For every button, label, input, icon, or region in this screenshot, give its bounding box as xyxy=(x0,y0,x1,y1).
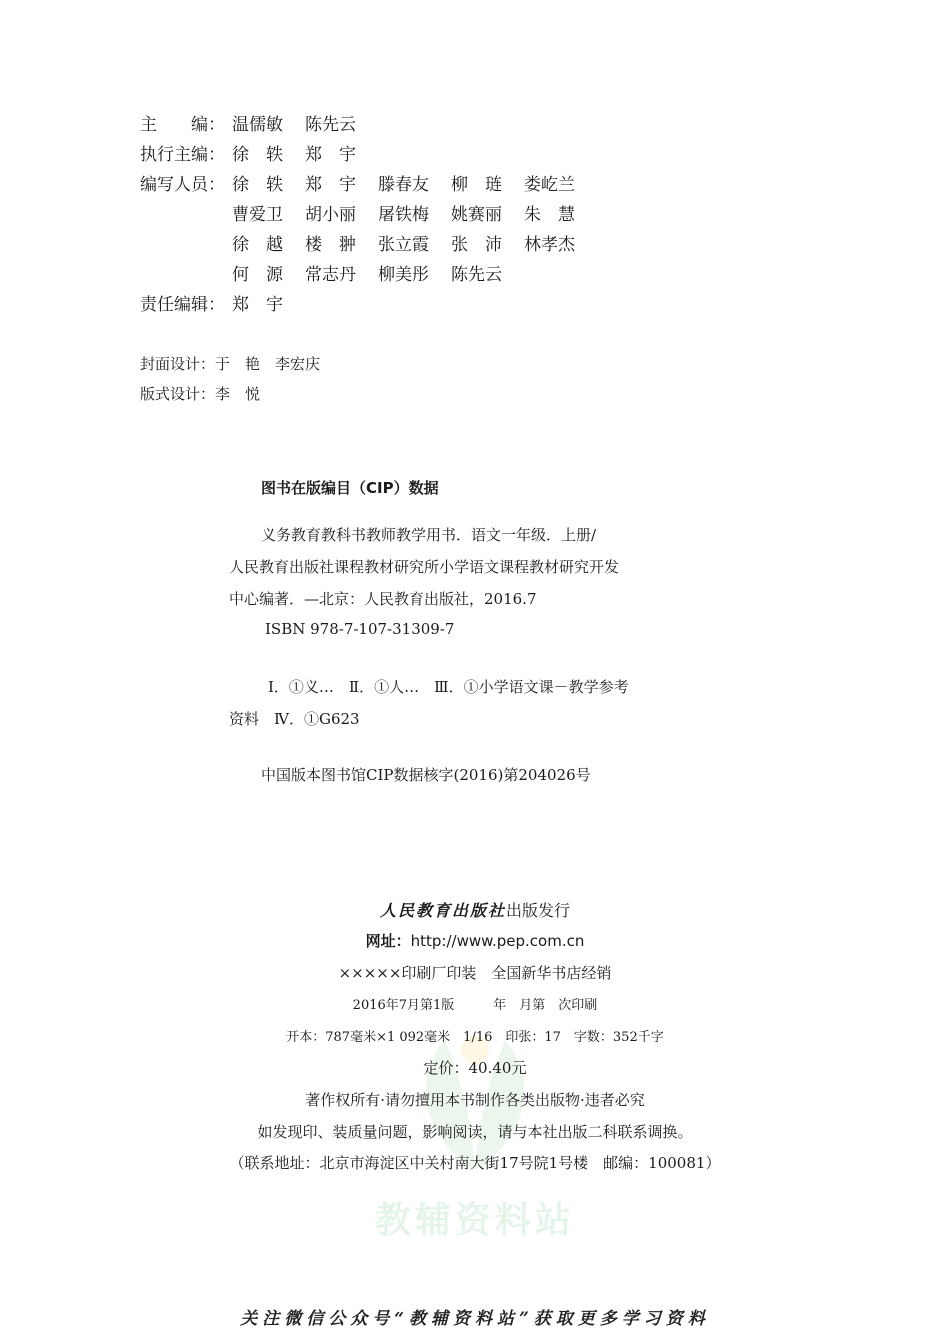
credit-name: 朱 慧 xyxy=(524,205,575,225)
credit-names xyxy=(232,200,597,230)
credit-name: 屠铁梅 xyxy=(378,205,429,225)
credit-names xyxy=(232,260,524,290)
layout-design-credit: 版式设计：李 悦 xyxy=(140,385,261,403)
credit-name: 常志丹 xyxy=(305,265,356,285)
credit-name: 郑 宇 xyxy=(232,295,283,315)
website-line xyxy=(0,930,950,951)
credit-name: 张 沛 xyxy=(451,235,502,255)
credit-names xyxy=(232,230,597,260)
credit-label: 执行主编： xyxy=(140,145,225,165)
cip-record-number: 中国版本图书馆CIP数据核字(2016)第204026号 xyxy=(261,766,591,784)
credit-row-responsible-editor xyxy=(0,290,950,320)
footer-promo-note: 关注微信公众号“教辅资料站”获取更多学习资料 xyxy=(240,1309,710,1329)
publisher-suffix: 出版发行 xyxy=(506,901,571,920)
credit-name: 徐 越 xyxy=(232,235,283,255)
copyright-line: 著作权所有·请勿擅用本书制作各类出版物·违者必究 xyxy=(305,1091,645,1109)
credit-name: 柳 琏 xyxy=(451,175,502,195)
address-line: （联系地址：北京市海淀区中关村南大街17号院1号楼 邮编：100081） xyxy=(229,1154,721,1172)
format-line: 开本：787毫米×1 092毫米 1/16 印张：17 字数：352千字 xyxy=(286,1030,664,1045)
credit-name: 温儒敏 xyxy=(232,115,283,135)
credit-row-writers xyxy=(0,170,950,200)
cip-line: 资料 Ⅳ．①G623 xyxy=(229,710,360,728)
credit-name: 张立霞 xyxy=(378,235,429,255)
cip-isbn: ISBN 978-7-107-31309-7 xyxy=(265,620,455,638)
credit-name: 胡小丽 xyxy=(305,205,356,225)
credit-name: 楼 翀 xyxy=(305,235,356,255)
cip-line: 人民教育出版社课程教材研究所小学语文课程教材研究开发 xyxy=(229,558,620,576)
credit-name: 郑 宇 xyxy=(305,175,356,195)
price-line: 定价：40.40元 xyxy=(423,1059,527,1077)
website-url[interactable]: http://www.pep.com.cn xyxy=(410,932,585,950)
credit-name: 徐 轶 xyxy=(232,175,283,195)
credit-name: 何 源 xyxy=(232,265,283,285)
publisher-line xyxy=(0,898,950,921)
credit-label: 编写人员： xyxy=(140,175,225,195)
credit-name: 滕春友 xyxy=(378,175,429,195)
credit-name: 林孝杰 xyxy=(524,235,575,255)
credit-name: 娄屹兰 xyxy=(524,175,575,195)
cip-line: 义务教育教科书教师教学用书．语文一年级．上册/ xyxy=(261,526,597,544)
credit-row-writers-2 xyxy=(0,200,950,230)
credit-names xyxy=(232,290,305,320)
credit-name: 曹爱卫 xyxy=(232,205,283,225)
credit-name: 陈先云 xyxy=(451,265,502,285)
printing-line: ×××××印刷厂印装 全国新华书店经销 xyxy=(338,964,612,982)
credit-label: 责任编辑： xyxy=(140,295,225,315)
credit-name: 郑 宇 xyxy=(305,145,356,165)
credit-name: 柳美彤 xyxy=(378,265,429,285)
edition-line: 2016年7月第1版 年 月第 次印刷 xyxy=(352,998,598,1013)
credit-label: 主 编： xyxy=(140,115,225,135)
credit-name: 陈先云 xyxy=(305,115,356,135)
credit-row-writers-3 xyxy=(0,230,950,260)
credit-name: 姚赛丽 xyxy=(451,205,502,225)
credit-names xyxy=(232,140,378,170)
publisher-logo: 人民教育出版社 xyxy=(379,901,506,920)
cip-heading: 图书在版编目（CIP）数据 xyxy=(261,479,439,497)
credit-names xyxy=(232,110,378,140)
cip-line: 中心编著．—北京：人民教育出版社，2016.7 xyxy=(229,590,537,608)
credit-row-chief-editor xyxy=(0,110,950,140)
credit-row-executive-editor xyxy=(0,140,950,170)
quality-notice-line: 如发现印、装质量问题，影响阅读，请与本社出版二科联系调换。 xyxy=(257,1123,693,1141)
url-label: 网址： xyxy=(365,932,411,950)
credit-names xyxy=(232,170,597,200)
credit-name: 徐 轶 xyxy=(232,145,283,165)
watermark-text: 教辅资料站 xyxy=(374,1200,575,1241)
cip-line: Ⅰ．①义… Ⅱ．①人… Ⅲ．①小学语文课－教学参考 xyxy=(268,678,629,696)
credit-row-writers-4 xyxy=(0,260,950,290)
cover-design-credit: 封面设计：于 艳 李宏庆 xyxy=(140,355,321,373)
